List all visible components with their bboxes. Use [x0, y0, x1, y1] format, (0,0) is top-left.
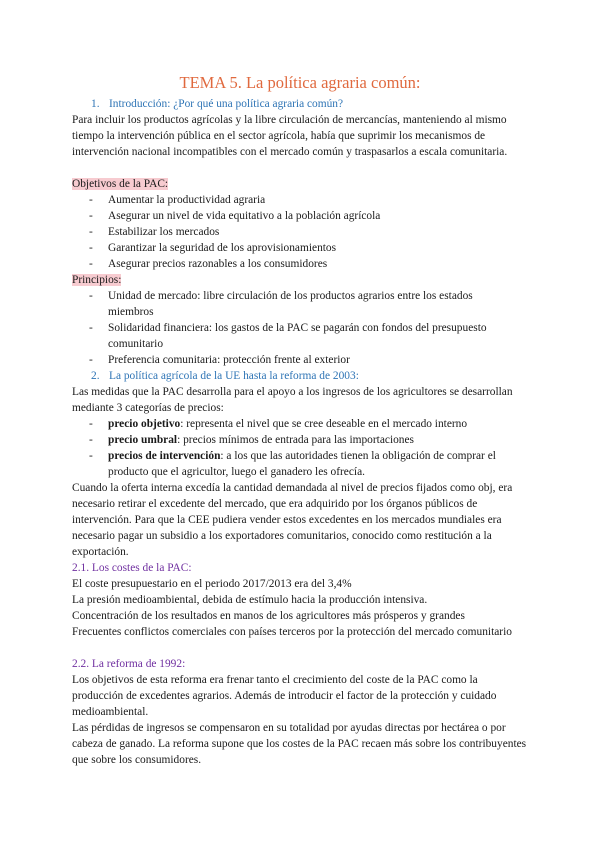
principio-item: - Preferencia comunitaria: protección frente al exterior [89, 354, 350, 366]
objetivo-item: - Aumentar la productividad agraria [89, 194, 266, 206]
precio-item: - precios de intervención: a los que las autoridades tienen la obligación de comprar el producto que el agricultor, luego el ganadero les ofrecía. [89, 450, 496, 478]
objetivo-item: - Estabilizar los mercados [89, 226, 220, 238]
coste-line: La presión medioambiental, debida de estímulo hacia la producción intensiva. [72, 594, 428, 606]
objetivo-item: - Asegurar precios razonables a los consumidores [89, 258, 328, 270]
section-2-heading [91, 368, 521, 384]
section-2-number: 2. [91, 370, 100, 382]
section-2-1-heading: 2.1. Los costes de la PAC: [72, 562, 192, 574]
section-1-heading [91, 96, 521, 112]
precio-item: - precio objetivo: representa el nivel que se cree deseable en el mercado interno [89, 418, 468, 430]
section-1-number: 1. [91, 98, 100, 110]
coste-line: El coste presupuestario en el periodo 2017/2013 era del 3,4% [72, 578, 352, 590]
section-1-heading-text: Introducción: ¿Por qué una política agraria común? [109, 98, 344, 110]
reforma-paragraph-2: Las pérdidas de ingresos se compensaron en su totalidad por ayudas directas por hectárea o por cabeza de ganado. La reforma supone que los costes de la PAC recaen más sobre los contribuyentes que sobre los consumidores. [72, 722, 527, 766]
principios-label: Principios: [72, 274, 122, 286]
coste-line: Frecuentes conflictos comerciales con países terceros por la protección del mercado comunitario [72, 626, 512, 638]
section-2-heading-text: La política agrícola de la UE hasta la reforma de 2003: [109, 370, 359, 382]
objetivos-label: Objetivos de la PAC: [72, 178, 169, 190]
objetivo-item: - Asegurar un nivel de vida equitativo a la población agrícola [89, 210, 381, 222]
coste-line: Concentración de los resultados en manos de los agricultores más prósperos y grandes [72, 610, 465, 622]
principio-item: - Solidaridad financiera: los gastos de la PAC se pagarán con fondos del presupuesto comunitario [89, 322, 487, 350]
reforma-paragraph-1: Los objetivos de esta reforma era frenar tanto el crecimiento del coste de la PAC como la producción de excedentes agrarios. Además de introducir el factor de la protección y cuidado medioambiental. [72, 674, 497, 718]
section-2-2-heading: 2.2. La reforma de 1992: [72, 658, 186, 670]
objetivo-item: - Garantizar la seguridad de los aprovisionamientos [89, 242, 337, 254]
precio-item: - precio umbral: precios mínimos de entrada para las importaciones [89, 434, 414, 446]
section-2-paragraph: Cuando la oferta interna excedía la cantidad demandada al nivel de precios fijados como obj, era necesario retirar el excedente del mercado, que era adquirido por los órganos públicos de intervención. Para que la CEE pudiera vender estos excedentes en los mercados mundiales era necesario pagar un subsidio a los exportadores comunitarios, conocido como restitución a la exportación. [72, 482, 513, 558]
principio-item: - Unidad de mercado: libre circulación de los productos agrarios entre los estados miembros [89, 290, 473, 318]
section-2-intro: Las medidas que la PAC desarrolla para el apoyo a los ingresos de los agricultores se desarrollan mediante 3 categorías de precios: [72, 386, 513, 414]
document-title: TEMA 5. La política agraria común: [179, 73, 421, 92]
intro-paragraph: Para incluir los productos agrícolas y la libre circulación de mercancías, manteniendo al mismo tiempo la intervención pública en el sector agrícola, había que suprimir los mecanismos de intervención nacional incompatibles con el mercado común y traspasarlos a escala comunitaria. [72, 114, 508, 158]
